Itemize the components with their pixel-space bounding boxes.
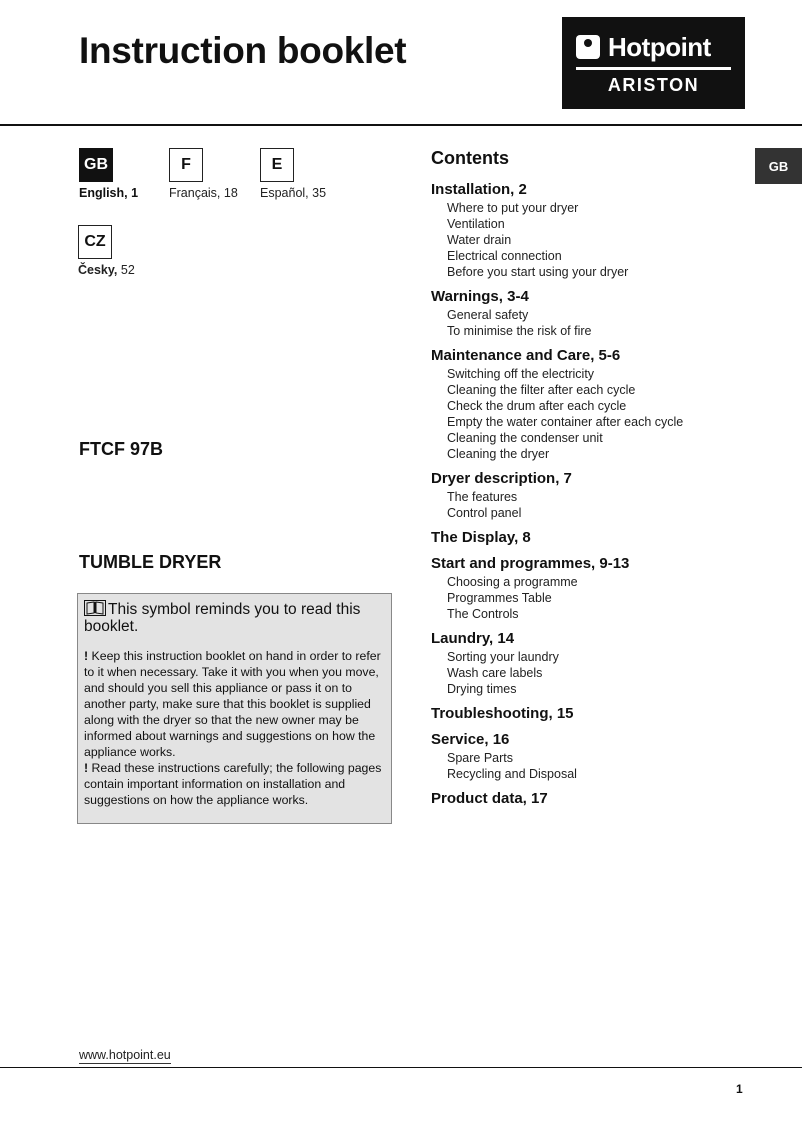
contents-section-title[interactable]: Warnings, 3-4 bbox=[431, 288, 529, 305]
logo-divider bbox=[576, 67, 731, 70]
contents-section-title[interactable]: Product data, 17 bbox=[431, 790, 548, 807]
language-f[interactable] bbox=[169, 148, 238, 200]
contents-item-list bbox=[447, 366, 741, 462]
contents-section bbox=[431, 529, 741, 547]
contents-item[interactable]: Choosing a programme bbox=[447, 575, 578, 589]
contents-item[interactable]: Spare Parts bbox=[447, 751, 514, 765]
language-name: English, 1 bbox=[79, 186, 139, 200]
notice-heading-row bbox=[84, 600, 383, 635]
contents-item[interactable]: Water drain bbox=[447, 233, 512, 247]
contents-item[interactable]: Cleaning the condenser unit bbox=[447, 431, 603, 445]
notice-text-2: Read these instructions carefully; the following pages contain important information on installation and suggestions on how the appliance works. bbox=[84, 761, 382, 807]
language-code: CZ bbox=[78, 225, 112, 259]
contents-item[interactable]: The features bbox=[447, 490, 518, 504]
language-name: Česky, bbox=[78, 263, 118, 277]
contents-item[interactable]: Control panel bbox=[447, 506, 522, 520]
contents-section bbox=[431, 470, 741, 521]
contents-item-list bbox=[447, 200, 741, 280]
contents-item[interactable]: Sorting your laundry bbox=[447, 650, 559, 664]
contents-title: Contents bbox=[431, 148, 509, 168]
language-code: F bbox=[169, 148, 203, 182]
language-page: 52 bbox=[120, 263, 135, 277]
table-of-contents bbox=[431, 148, 741, 816]
contents-item[interactable]: Empty the water container after each cycle bbox=[447, 415, 684, 429]
notice-paragraph-1 bbox=[84, 648, 383, 760]
contents-sections bbox=[431, 181, 741, 808]
contents-section-title[interactable]: Laundry, 14 bbox=[431, 630, 515, 647]
page-number: 1 bbox=[736, 1082, 743, 1096]
notice-heading: This symbol reminds you to read this booklet. bbox=[84, 601, 361, 635]
contents-section bbox=[431, 630, 741, 697]
brand-logo bbox=[562, 17, 745, 109]
contents-section-title[interactable]: Start and programmes, 9-13 bbox=[431, 555, 630, 572]
language-name: Français, 18 bbox=[169, 186, 238, 200]
logo-brand-text: Hotpoint bbox=[608, 31, 711, 62]
warning-mark: ! bbox=[84, 649, 89, 663]
language-gb[interactable] bbox=[79, 148, 138, 200]
contents-section bbox=[431, 347, 741, 462]
contents-item[interactable]: Before you start using your dryer bbox=[447, 265, 629, 279]
contents-section-title[interactable]: Maintenance and Care, 5-6 bbox=[431, 347, 621, 364]
header-divider bbox=[0, 124, 802, 126]
contents-item-list bbox=[447, 307, 741, 339]
contents-section-title[interactable]: Dryer description, 7 bbox=[431, 470, 572, 487]
language-side-tab: GB bbox=[755, 148, 802, 184]
language-code: E bbox=[260, 148, 294, 182]
notice-text-1: Keep this instruction booklet on hand in order to refer to it when necessary. Take it with you when you move, and should you sell this appliance or pass it on to another party, make sure that this booklet is supplied along with the dryer so that the new owner may be informed about warnings and suggestions on how the appliance works. bbox=[84, 649, 381, 759]
contents-item-list bbox=[447, 750, 741, 782]
contents-section bbox=[431, 790, 741, 808]
footer-divider bbox=[0, 1067, 802, 1068]
contents-item[interactable]: Check the drum after each cycle bbox=[447, 399, 627, 413]
language-name-wrap bbox=[78, 263, 135, 277]
contents-section bbox=[431, 555, 741, 622]
contents-item[interactable]: Recycling and Disposal bbox=[447, 767, 577, 781]
book-icon bbox=[84, 600, 106, 616]
language-cz[interactable] bbox=[78, 225, 135, 277]
logo-sub-text: ARISTON bbox=[607, 75, 700, 95]
contents-item[interactable]: Wash care labels bbox=[447, 666, 543, 680]
contents-item-list bbox=[447, 574, 741, 622]
contents-item[interactable]: The Controls bbox=[447, 607, 519, 621]
contents-section-title[interactable]: Service, 16 bbox=[431, 731, 510, 748]
contents-item[interactable]: Cleaning the filter after each cycle bbox=[447, 383, 636, 397]
notice-paragraph-2 bbox=[84, 760, 383, 808]
read-booklet-notice bbox=[77, 593, 392, 824]
language-code: GB bbox=[79, 148, 113, 182]
warning-mark: ! bbox=[84, 761, 89, 775]
product-name: TUMBLE DRYER bbox=[79, 552, 222, 572]
contents-item[interactable]: General safety bbox=[447, 308, 529, 322]
contents-section bbox=[431, 705, 741, 723]
contents-section bbox=[431, 181, 741, 280]
contents-item[interactable]: Electrical connection bbox=[447, 249, 562, 263]
contents-section bbox=[431, 288, 741, 339]
contents-item[interactable]: Cleaning the dryer bbox=[447, 447, 550, 461]
page-title: Instruction booklet bbox=[79, 30, 407, 71]
website-link[interactable]: www.hotpoint.eu bbox=[79, 1048, 171, 1062]
contents-section-title[interactable]: Troubleshooting, 15 bbox=[431, 705, 574, 722]
contents-item[interactable]: Where to put your dryer bbox=[447, 201, 579, 215]
model-number: FTCF 97B bbox=[79, 439, 164, 459]
contents-item[interactable]: Programmes Table bbox=[447, 591, 552, 605]
language-e[interactable] bbox=[260, 148, 326, 200]
contents-item[interactable]: Drying times bbox=[447, 682, 517, 696]
contents-section bbox=[431, 731, 741, 782]
contents-item[interactable]: Switching off the electricity bbox=[447, 367, 595, 381]
contents-section-title[interactable]: Installation, 2 bbox=[431, 181, 527, 198]
logo-mark-icon bbox=[576, 35, 600, 59]
language-name: Español, 35 bbox=[260, 186, 327, 200]
contents-section-title[interactable]: The Display, 8 bbox=[431, 529, 531, 546]
contents-item[interactable]: Ventilation bbox=[447, 217, 505, 231]
contents-item-list bbox=[447, 489, 741, 521]
contents-item-list bbox=[447, 649, 741, 697]
contents-item[interactable]: To minimise the risk of fire bbox=[447, 324, 592, 338]
notice-body bbox=[84, 648, 383, 808]
